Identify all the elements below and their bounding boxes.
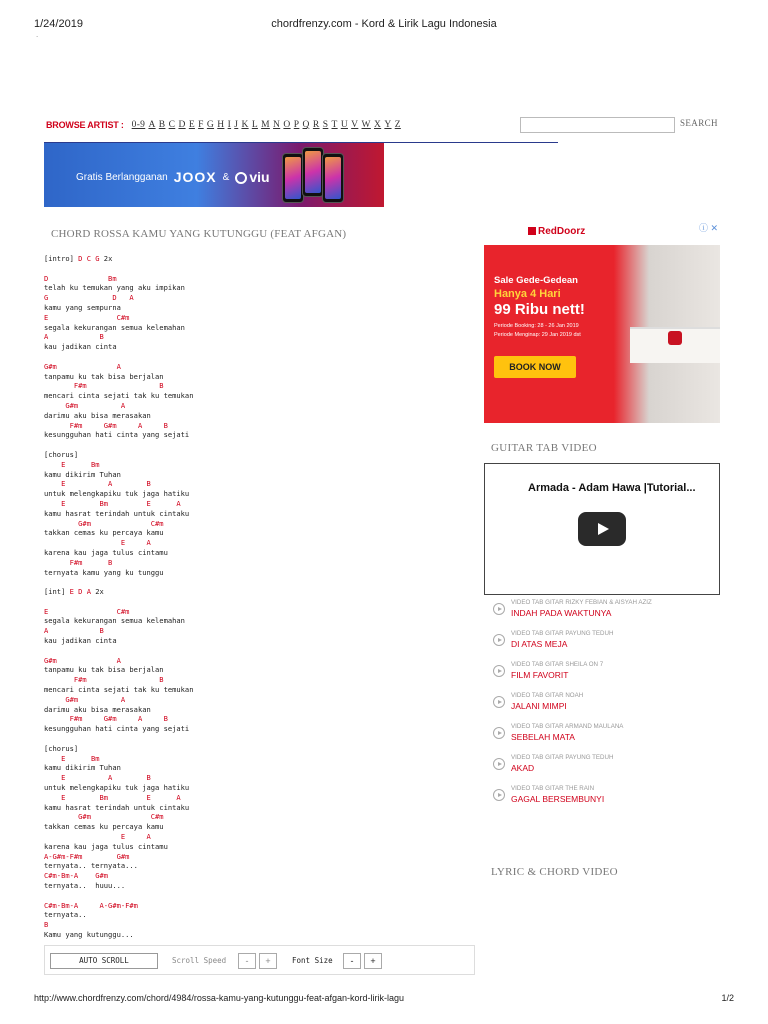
chord-sheet-line [44,705,193,715]
scroll-font-controls [44,945,475,975]
chord-sheet-line [44,891,193,901]
chord-sheet-line [44,323,193,333]
ad-subheadline: Hanya 4 Hari [494,288,561,300]
chord-sheet-line [44,646,193,656]
joox-logo: JOOX [173,169,217,185]
scroll-speed-label: Scroll Speed [172,956,227,965]
video-title[interactable]: Armada - Adam Hawa |Tutorial... [528,482,696,494]
chord-sheet-line [44,842,193,852]
chord-symbols: E C#m [44,606,130,616]
chord-sheet-line [44,440,193,450]
video-tab-item[interactable] [493,784,723,815]
chord-sheet-line [44,342,193,352]
artist-letter-link[interactable]: X [374,120,382,130]
video-tab-artist: VIDEO TAB GITAR SHEILA ON 7 [511,661,604,668]
video-tab-item[interactable] [493,629,723,660]
lyric-text: takkan cemas ku percaya kamu [44,528,164,538]
lyric-text: Kamu yang kutunggu... [44,929,134,939]
pillow-image [668,331,682,345]
artist-letter-link[interactable]: 0-9 [131,120,146,130]
lyric-text: takkan cemas ku percaya kamu [44,822,164,832]
font-size-label: Font Size [292,956,333,965]
play-circle-icon[interactable] [493,634,505,646]
font-size-decrease-button[interactable]: - [343,953,361,969]
artist-letter-link[interactable]: L [251,120,258,130]
search-button[interactable]: SEARCH [680,118,718,128]
chord-symbols: E A [44,538,151,548]
chord-sheet-line [44,568,193,578]
chord-sheet-line [44,636,193,646]
ad-choices-close-icon[interactable]: ⓘ ✕ [698,223,718,233]
chord-sheet-line [44,430,193,440]
chord-sheet-line [44,744,193,754]
video-tab-item[interactable] [493,598,723,629]
artist-letter-link[interactable]: S [322,120,329,130]
chord-sheet-line [44,832,193,842]
chord-sheet-line [44,283,193,293]
video-tab-artist: VIDEO TAB GITAR NOAH [511,692,584,699]
chord-sheet-line [44,724,193,734]
artist-letter-link[interactable]: Y [384,120,392,130]
chord-sheet-line [44,479,193,489]
print-page-title: chordfrenzy.com - Kord & Lirik Lagu Indonesia [271,18,497,30]
lyric-text: 2x [90,587,104,597]
chord-symbols: C#m-Bm-A G#m [44,871,109,881]
artist-letter-link[interactable]: E [188,120,195,130]
chord-symbols: D Bm [44,273,117,283]
ad-price: 99 Ribu nett! [494,301,585,318]
chord-sheet-line [44,352,193,362]
lyric-text: tanpamu ku tak bisa berjalan [44,371,164,381]
chord-symbols: F#m G#m A B [44,714,168,724]
ad-booking-period: Periode Booking: 28 - 26 Jan 2019 [494,323,579,329]
artist-letter-link[interactable]: H [217,120,225,130]
print-header [34,18,734,32]
banner-ad[interactable] [44,143,384,207]
play-icon[interactable] [578,512,626,546]
chord-sheet-line [44,656,193,666]
chord-sheet-line [44,489,193,499]
banner-ad-amp: & [222,171,230,183]
chord-symbols: G#m A [44,655,121,665]
play-circle-icon[interactable] [493,758,505,770]
video-tab-song-link[interactable]: GAGAL BERSEMBUNYI [511,794,605,804]
play-circle-icon[interactable] [493,603,505,615]
chord-sheet-line [44,626,193,636]
chord-symbols: E D A [69,587,91,597]
song-title: CHORD ROSSA KAMU YANG KUTUNGGU (FEAT AFGAN) [51,228,347,240]
chord-sheet-line [44,264,193,274]
artist-letter-link[interactable]: Z [394,120,401,130]
video-tab-song-link[interactable]: INDAH PADA WAKTUNYA [511,608,612,618]
lyric-text: segala kekurangan semua kelemahan [44,616,185,626]
lyric-chord-video-heading: LYRIC & CHORD VIDEO [491,866,618,878]
chord-sheet-line [44,499,193,509]
chord-symbols: F#m G#m A B [44,420,168,430]
lyric-text: telah ku temukan yang aku impikan [44,283,185,293]
video-tab-list [493,598,723,815]
chord-symbols: A B [44,626,104,636]
chord-sheet-line [44,607,193,617]
artist-letter-link[interactable]: R [312,120,320,130]
play-circle-icon[interactable] [493,665,505,677]
video-tab-item[interactable] [493,753,723,784]
chord-sheet-line [44,293,193,303]
chord-symbols: G D A [44,293,134,303]
chord-symbols: G#m A [44,400,126,410]
chord-symbols: A B [44,332,104,342]
video-tab-song-link[interactable]: DI ATAS MEJA [511,639,568,649]
chord-sheet-line [44,519,193,529]
lyric-text: [int] [44,587,70,597]
chord-symbols: G#m C#m [44,812,164,822]
chord-sheet-line [44,812,193,822]
ad-headline: Sale Gede-Gedean [494,275,578,286]
lyric-text: kamu yang sempurna [44,302,121,312]
chord-sheet-line [44,303,193,313]
artist-letter-link[interactable]: Q [302,120,310,130]
chord-sheet-line [44,470,193,480]
lyric-text: kesungguhan hati cinta yang sejati [44,724,190,734]
artist-letter-link[interactable]: I [227,120,232,130]
lyric-text: 2x [99,254,113,263]
artist-letter-link[interactable]: K [241,120,249,130]
lyric-text: ternyata.. ternyata... [44,861,138,871]
lyric-text: kau jadikan cinta [44,636,117,646]
phones-image [282,147,344,205]
artist-letter-link[interactable]: C [168,120,176,130]
video-tab-song-link[interactable]: AKAD [511,763,535,773]
browse-artist-bar [46,118,401,132]
chord-sheet-line [44,665,193,675]
chord-sheet-line [44,332,193,342]
chord-symbols: C#m-Bm-A A-G#m-F#m [44,900,138,910]
lyric-text: darimu aku bisa merasakan [44,410,151,420]
artist-letter-link[interactable]: D [178,120,186,130]
banner-ad-tagline: Gratis Berlangganan [76,171,168,183]
print-url: http://www.chordfrenzy.com/chord/4984/rossa-kamu-yang-kutunggu-feat-afgan-kord-lirik-lagu [34,993,405,1003]
video-tab-song-link[interactable]: FILM FAVORIT [511,670,569,680]
chord-sheet-line [44,695,193,705]
artist-letter-link[interactable]: T [331,120,338,130]
chord-sheet-line [44,881,193,891]
artist-letter-link[interactable]: P [293,120,300,130]
chord-symbols: D C G [78,254,100,263]
lyric-text: karena kau jaga tulus cintamu [44,841,168,851]
reddoorz-logo [528,226,585,237]
video-tab-song-link[interactable]: JALANI MIMPI [511,701,567,711]
chord-sheet-line [44,528,193,538]
play-circle-icon[interactable] [493,789,505,801]
viu-logo-text: viu [249,169,270,185]
chord-sheet-line [44,920,193,930]
chord-sheet-line [44,597,193,607]
font-size-increase-button[interactable]: + [364,953,382,969]
chord-sheet-line [44,372,193,382]
chord-sheet-line [44,254,193,264]
print-dot: . [36,30,39,39]
scroll-speed-decrease-button[interactable]: - [238,953,256,969]
reddoorz-logo-icon [528,227,536,235]
artist-letter-link[interactable]: M [261,120,270,130]
phone-icon [302,147,324,197]
chord-sheet-line [44,852,193,862]
ad-stay-period: Periode Menginap: 29 Jan 2019 dst [494,332,581,338]
chord-symbols: F#m B [44,381,164,391]
lyric-text: untuk melengkapiku tuk jaga hatiku [44,783,190,793]
artist-letter-link[interactable]: U [340,120,348,130]
phone-icon [282,153,304,203]
chord-sheet-line [44,910,193,920]
print-footer [34,993,734,1007]
lyric-text: kamu dikirim Tuhan [44,763,121,773]
chord-sheet-line [44,362,193,372]
artist-letter-link[interactable]: F [198,120,204,130]
viu-logo [235,169,269,185]
chord-symbols: E Bm [44,753,100,763]
chord-sheet-line [44,871,193,881]
play-circle-icon[interactable] [493,727,505,739]
scroll-speed-increase-button[interactable]: + [259,953,277,969]
artist-letter-link[interactable]: A [148,120,156,130]
lyric-text: mencari cinta sejati tak ku temukan [44,391,194,401]
chord-symbols: E A B [44,773,151,783]
book-now-button[interactable]: BOOK NOW [494,356,576,378]
banner-ad-text [76,169,270,185]
chord-sheet-line [44,685,193,695]
lyric-text: untuk melengkapiku tuk jaga hatiku [44,489,190,499]
lyric-text: tanpamu ku tak bisa berjalan [44,665,164,675]
artist-letter-link[interactable]: V [351,120,359,130]
artist-letter-link[interactable]: N [273,120,281,130]
chord-symbols: B [44,920,49,930]
chord-sheet-line [44,460,193,470]
video-embed[interactable] [484,463,720,595]
chord-symbols: A-G#m-F#m G#m [44,851,130,861]
chord-sheet-line [44,548,193,558]
video-tab-artist: VIDEO TAB GITAR PAYUNG TEDUH [511,754,614,761]
chord-symbols: F#m B [44,557,113,567]
lyric-text: kamu hasrat terindah untuk cintaku [44,508,190,518]
video-tab-item[interactable] [493,691,723,722]
chord-sheet-line [44,734,193,744]
chord-sheet-line [44,411,193,421]
lyric-text: ternyata kamu yang ku tunggu [44,567,164,577]
chord-sheet-line [44,754,193,764]
phone-icon [322,153,344,203]
chord-symbols: E Bm E A [44,792,181,802]
lyric-text: kamu hasrat terindah untuk cintaku [44,802,190,812]
chord-sheet-line [44,538,193,548]
video-tab-artist: VIDEO TAB GITAR ARMAND MAULANA [511,723,624,730]
video-tab-artist: VIDEO TAB GITAR RIZKY FEBIAN & AISYAH AZIZ [511,599,652,606]
chord-sheet-line [44,391,193,401]
chord-symbols: E C#m [44,312,130,322]
chord-sheet-line [44,783,193,793]
chord-sheet-line [44,793,193,803]
chord-sheet-line [44,822,193,832]
chord-sheet-line [44,450,193,460]
chord-sheet-line [44,587,193,597]
chord-sheet-line [44,616,193,626]
chord-symbols: E Bm E A [44,498,181,508]
ad-topbar [484,219,720,245]
chord-sheet-line [44,381,193,391]
reddoorz-ad[interactable] [484,219,720,423]
chord-symbols: E A B [44,479,151,489]
chord-symbols: E Bm [44,459,100,469]
chord-sheet-line [44,313,193,323]
lyric-text: [chorus] [44,743,79,753]
chord-sheet-line [44,861,193,871]
chord-symbols: E A [44,832,151,842]
artist-letter-link[interactable]: J [234,120,239,130]
lyric-text: [chorus] [44,449,79,459]
lyric-text: ternyata.. huuu... [44,881,126,890]
play-circle-icon[interactable] [493,696,505,708]
artist-letter-links [132,120,401,130]
artist-letter-link[interactable]: G [206,120,215,130]
chord-sheet-line [44,930,193,940]
chord-sheet-line [44,803,193,813]
search-input[interactable] [520,117,675,133]
chord-symbols: G#m A [44,361,121,371]
artist-letter-link[interactable]: O [283,120,291,130]
chord-sheet-line [44,401,193,411]
browse-artist-label: BROWSE ARTIST : [46,120,124,130]
chord-symbols: F#m B [44,675,164,685]
artist-letter-link[interactable]: W [361,120,371,130]
lyric-text: kesungguhan hati cinta yang sejati [44,430,190,440]
chord-sheet-line [44,509,193,519]
lyric-text: kau jadikan cinta [44,342,117,352]
lyric-text: ternyata.. [44,910,87,920]
auto-scroll-button[interactable]: AUTO SCROLL [50,953,158,969]
chord-sheet [44,254,193,959]
chord-symbols: G#m C#m [44,518,164,528]
print-page-number: 1/2 [721,993,734,1003]
lyric-text: mencari cinta sejati tak ku temukan [44,685,194,695]
chord-sheet-line [44,714,193,724]
lyric-text: kamu dikirim Tuhan [44,469,121,479]
chord-symbols: G#m A [44,694,126,704]
print-date: 1/24/2019 [34,18,83,30]
video-tab-song-link[interactable]: SEBELAH MATA [511,732,575,742]
chord-sheet-line [44,901,193,911]
chord-sheet-line [44,773,193,783]
chord-sheet-line [44,763,193,773]
video-tab-item[interactable] [493,660,723,691]
video-tab-artist: VIDEO TAB GITAR PAYUNG TEDUH [511,630,614,637]
lyric-text: segala kekurangan semua kelemahan [44,322,185,332]
chord-sheet-line [44,558,193,568]
guitar-tab-video-heading: GUITAR TAB VIDEO [491,442,597,454]
artist-letter-link[interactable]: B [158,120,166,130]
chord-sheet-line [44,421,193,431]
video-tab-artist: VIDEO TAB GITAR THE RAIN [511,785,595,792]
lyric-text: [intro] [44,254,79,263]
video-tab-item[interactable] [493,722,723,753]
viu-ring-icon [235,172,247,184]
reddoorz-brand: RedDoorz [538,226,586,237]
chord-sheet-line [44,577,193,587]
chord-sheet-line [44,274,193,284]
chord-sheet-line [44,675,193,685]
lyric-text: karena kau jaga tulus cintamu [44,547,168,557]
lyric-text: darimu aku bisa merasakan [44,704,151,714]
